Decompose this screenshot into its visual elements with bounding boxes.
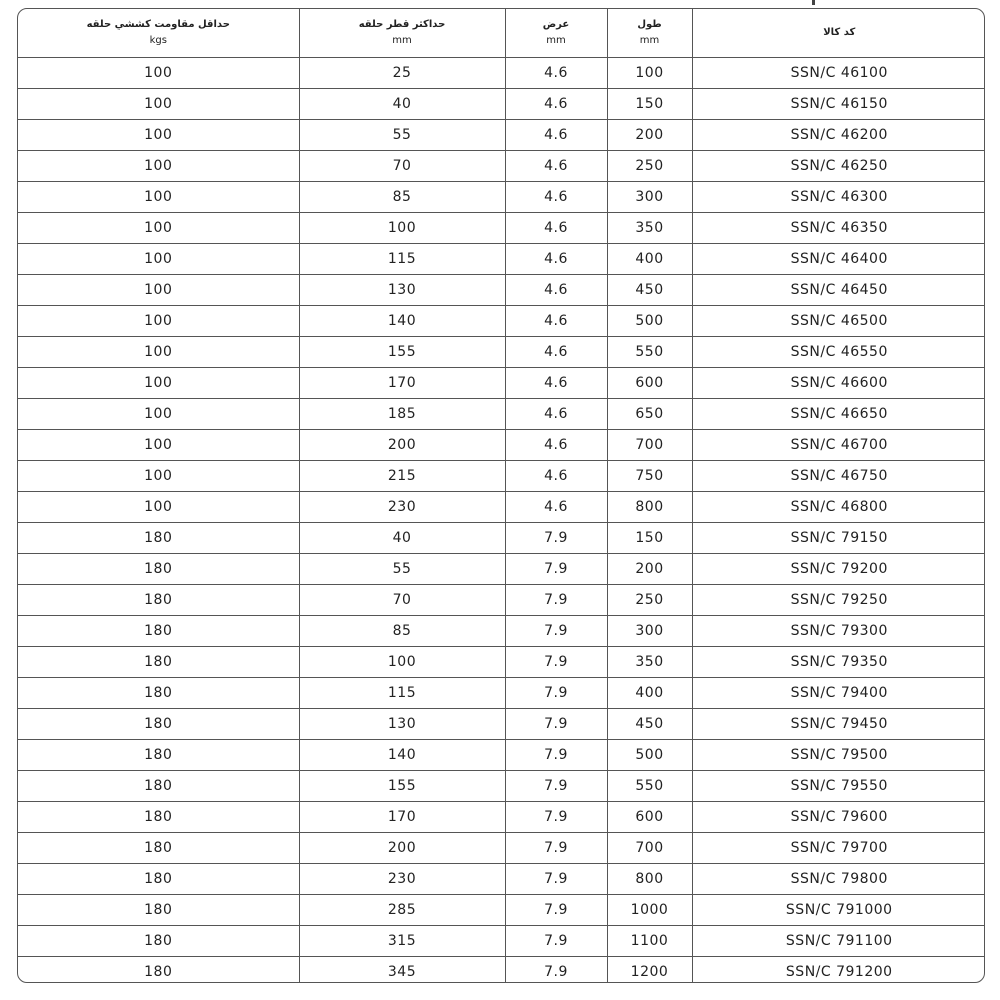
cell-min-strength: 100 bbox=[18, 150, 299, 181]
cell-length: 250 bbox=[607, 584, 692, 615]
cell-width: 4.6 bbox=[505, 150, 607, 181]
cell-min-strength: 100 bbox=[18, 243, 299, 274]
cell-width: 4.6 bbox=[505, 305, 607, 336]
table-row bbox=[18, 57, 985, 88]
table-row bbox=[18, 150, 985, 181]
header-length bbox=[607, 9, 692, 57]
cell-width: 7.9 bbox=[505, 739, 607, 770]
cell-min-strength: 100 bbox=[18, 212, 299, 243]
cell-length: 500 bbox=[607, 305, 692, 336]
cell-length: 750 bbox=[607, 460, 692, 491]
cell-code: SSN/C 46150 bbox=[692, 88, 985, 119]
cell-code: SSN/C 46700 bbox=[692, 429, 985, 460]
header-label: طول bbox=[637, 18, 662, 30]
cell-length: 800 bbox=[607, 863, 692, 894]
cell-code: SSN/C 46300 bbox=[692, 181, 985, 212]
cell-width: 7.9 bbox=[505, 646, 607, 677]
cell-min-strength: 100 bbox=[18, 88, 299, 119]
header-min-strength bbox=[18, 9, 299, 57]
cell-min-strength: 180 bbox=[18, 553, 299, 584]
cell-width: 4.6 bbox=[505, 491, 607, 522]
table-row bbox=[18, 925, 985, 956]
cell-code: SSN/C 79450 bbox=[692, 708, 985, 739]
cell-width: 7.9 bbox=[505, 677, 607, 708]
cell-max-diameter: 55 bbox=[299, 119, 505, 150]
cell-max-diameter: 55 bbox=[299, 553, 505, 584]
cell-width: 4.6 bbox=[505, 429, 607, 460]
cell-max-diameter: 100 bbox=[299, 646, 505, 677]
cell-max-diameter: 185 bbox=[299, 398, 505, 429]
header-max-diameter bbox=[299, 9, 505, 57]
cell-code: SSN/C 46600 bbox=[692, 367, 985, 398]
cell-length: 700 bbox=[607, 429, 692, 460]
header-unit: mm bbox=[546, 34, 566, 46]
table-row bbox=[18, 584, 985, 615]
cell-min-strength: 100 bbox=[18, 305, 299, 336]
cell-max-diameter: 170 bbox=[299, 801, 505, 832]
table-row bbox=[18, 801, 985, 832]
table-row bbox=[18, 460, 985, 491]
table-row bbox=[18, 491, 985, 522]
cell-code: SSN/C 791000 bbox=[692, 894, 985, 925]
cell-max-diameter: 285 bbox=[299, 894, 505, 925]
cell-max-diameter: 200 bbox=[299, 429, 505, 460]
table-row bbox=[18, 243, 985, 274]
cell-code: SSN/C 46750 bbox=[692, 460, 985, 491]
cell-length: 150 bbox=[607, 88, 692, 119]
cell-max-diameter: 25 bbox=[299, 57, 505, 88]
cell-code: SSN/C 46250 bbox=[692, 150, 985, 181]
cell-length: 1100 bbox=[607, 925, 692, 956]
header-unit: kgs bbox=[149, 34, 167, 46]
cell-code: SSN/C 46400 bbox=[692, 243, 985, 274]
cell-length: 400 bbox=[607, 677, 692, 708]
cell-code: SSN/C 79500 bbox=[692, 739, 985, 770]
cell-length: 150 bbox=[607, 522, 692, 553]
cell-code: SSN/C 46800 bbox=[692, 491, 985, 522]
cell-width: 7.9 bbox=[505, 832, 607, 863]
table-row bbox=[18, 739, 985, 770]
table-row bbox=[18, 770, 985, 801]
cell-code: SSN/C 46450 bbox=[692, 274, 985, 305]
cell-width: 4.6 bbox=[505, 119, 607, 150]
cell-width: 4.6 bbox=[505, 57, 607, 88]
cell-length: 200 bbox=[607, 553, 692, 584]
cell-min-strength: 180 bbox=[18, 863, 299, 894]
table-row bbox=[18, 894, 985, 925]
cell-min-strength: 100 bbox=[18, 460, 299, 491]
cell-max-diameter: 215 bbox=[299, 460, 505, 491]
cell-width: 7.9 bbox=[505, 956, 607, 983]
cell-max-diameter: 115 bbox=[299, 677, 505, 708]
cell-code: SSN/C 79800 bbox=[692, 863, 985, 894]
cell-min-strength: 100 bbox=[18, 429, 299, 460]
cell-max-diameter: 70 bbox=[299, 150, 505, 181]
cell-min-strength: 100 bbox=[18, 274, 299, 305]
cell-max-diameter: 170 bbox=[299, 367, 505, 398]
cell-min-strength: 180 bbox=[18, 522, 299, 553]
header-code bbox=[692, 9, 985, 57]
cell-max-diameter: 345 bbox=[299, 956, 505, 983]
cell-length: 400 bbox=[607, 243, 692, 274]
cell-min-strength: 100 bbox=[18, 398, 299, 429]
cell-max-diameter: 130 bbox=[299, 708, 505, 739]
cell-min-strength: 180 bbox=[18, 956, 299, 983]
cell-code: SSN/C 46100 bbox=[692, 57, 985, 88]
table-body bbox=[18, 57, 985, 983]
cell-length: 500 bbox=[607, 739, 692, 770]
cell-length: 1000 bbox=[607, 894, 692, 925]
table-row bbox=[18, 553, 985, 584]
cell-min-strength: 180 bbox=[18, 584, 299, 615]
cell-code: SSN/C 79350 bbox=[692, 646, 985, 677]
cell-code: SSN/C 791100 bbox=[692, 925, 985, 956]
cell-max-diameter: 40 bbox=[299, 522, 505, 553]
cell-max-diameter: 155 bbox=[299, 336, 505, 367]
cell-width: 7.9 bbox=[505, 584, 607, 615]
cell-code: SSN/C 791200 bbox=[692, 956, 985, 983]
cell-max-diameter: 155 bbox=[299, 770, 505, 801]
cell-code: SSN/C 46500 bbox=[692, 305, 985, 336]
cell-length: 100 bbox=[607, 57, 692, 88]
cell-max-diameter: 230 bbox=[299, 491, 505, 522]
cell-width: 4.6 bbox=[505, 336, 607, 367]
cell-min-strength: 180 bbox=[18, 801, 299, 832]
cell-min-strength: 180 bbox=[18, 708, 299, 739]
cell-code: SSN/C 79250 bbox=[692, 584, 985, 615]
cell-code: SSN/C 46200 bbox=[692, 119, 985, 150]
header-unit: mm bbox=[639, 34, 660, 46]
cell-length: 200 bbox=[607, 119, 692, 150]
header-label: حداكثر قطر حلقه bbox=[358, 18, 446, 30]
table-row bbox=[18, 88, 985, 119]
header-width bbox=[505, 9, 607, 57]
table-row bbox=[18, 336, 985, 367]
cell-max-diameter: 130 bbox=[299, 274, 505, 305]
table-row bbox=[18, 677, 985, 708]
cell-width: 7.9 bbox=[505, 615, 607, 646]
table-row bbox=[18, 274, 985, 305]
cell-length: 1200 bbox=[607, 956, 692, 983]
cell-length: 700 bbox=[607, 832, 692, 863]
table-row bbox=[18, 615, 985, 646]
table-row bbox=[18, 212, 985, 243]
cell-min-strength: 180 bbox=[18, 770, 299, 801]
cell-min-strength: 180 bbox=[18, 677, 299, 708]
table-row bbox=[18, 305, 985, 336]
table-row bbox=[18, 708, 985, 739]
table-row bbox=[18, 429, 985, 460]
header-label: عرض bbox=[542, 18, 570, 30]
table-row bbox=[18, 367, 985, 398]
cell-length: 600 bbox=[607, 801, 692, 832]
cell-length: 600 bbox=[607, 367, 692, 398]
cell-max-diameter: 230 bbox=[299, 863, 505, 894]
cell-length: 250 bbox=[607, 150, 692, 181]
cell-max-diameter: 40 bbox=[299, 88, 505, 119]
cell-max-diameter: 140 bbox=[299, 739, 505, 770]
cell-width: 4.6 bbox=[505, 181, 607, 212]
top-edge-mark bbox=[812, 0, 815, 5]
cell-width: 7.9 bbox=[505, 553, 607, 584]
cell-min-strength: 180 bbox=[18, 646, 299, 677]
cell-max-diameter: 85 bbox=[299, 181, 505, 212]
spec-table-frame bbox=[17, 8, 985, 983]
cell-max-diameter: 315 bbox=[299, 925, 505, 956]
cell-width: 4.6 bbox=[505, 398, 607, 429]
cell-code: SSN/C 79700 bbox=[692, 832, 985, 863]
cell-width: 7.9 bbox=[505, 925, 607, 956]
cell-min-strength: 180 bbox=[18, 832, 299, 863]
table-row bbox=[18, 181, 985, 212]
cell-width: 4.6 bbox=[505, 274, 607, 305]
header-label: حداقل مقاومت کششي حلقه bbox=[86, 18, 230, 30]
cell-length: 800 bbox=[607, 491, 692, 522]
cell-length: 550 bbox=[607, 770, 692, 801]
cell-width: 7.9 bbox=[505, 522, 607, 553]
cell-length: 450 bbox=[607, 708, 692, 739]
cell-length: 650 bbox=[607, 398, 692, 429]
cell-code: SSN/C 79550 bbox=[692, 770, 985, 801]
header-unit: mm bbox=[392, 34, 412, 46]
cell-code: SSN/C 79300 bbox=[692, 615, 985, 646]
cell-min-strength: 180 bbox=[18, 894, 299, 925]
table-row bbox=[18, 863, 985, 894]
cell-max-diameter: 70 bbox=[299, 584, 505, 615]
cell-width: 7.9 bbox=[505, 708, 607, 739]
cell-max-diameter: 200 bbox=[299, 832, 505, 863]
cell-length: 550 bbox=[607, 336, 692, 367]
cell-width: 4.6 bbox=[505, 88, 607, 119]
cell-length: 450 bbox=[607, 274, 692, 305]
cell-length: 300 bbox=[607, 615, 692, 646]
cell-width: 4.6 bbox=[505, 212, 607, 243]
table-row bbox=[18, 119, 985, 150]
cell-min-strength: 100 bbox=[18, 491, 299, 522]
cell-min-strength: 100 bbox=[18, 181, 299, 212]
cell-length: 350 bbox=[607, 212, 692, 243]
cell-code: SSN/C 46350 bbox=[692, 212, 985, 243]
table-row bbox=[18, 522, 985, 553]
cell-max-diameter: 115 bbox=[299, 243, 505, 274]
cell-width: 4.6 bbox=[505, 367, 607, 398]
cell-width: 7.9 bbox=[505, 770, 607, 801]
cell-width: 4.6 bbox=[505, 460, 607, 491]
cell-max-diameter: 85 bbox=[299, 615, 505, 646]
table-row bbox=[18, 956, 985, 983]
header-label: کد کالا bbox=[823, 26, 856, 38]
cell-code: SSN/C 79600 bbox=[692, 801, 985, 832]
cell-length: 350 bbox=[607, 646, 692, 677]
cell-width: 7.9 bbox=[505, 801, 607, 832]
cell-width: 4.6 bbox=[505, 243, 607, 274]
cell-max-diameter: 100 bbox=[299, 212, 505, 243]
cell-min-strength: 180 bbox=[18, 615, 299, 646]
cell-min-strength: 100 bbox=[18, 119, 299, 150]
cell-code: SSN/C 79400 bbox=[692, 677, 985, 708]
cell-code: SSN/C 79150 bbox=[692, 522, 985, 553]
cell-min-strength: 100 bbox=[18, 336, 299, 367]
cell-code: SSN/C 79200 bbox=[692, 553, 985, 584]
table-row bbox=[18, 398, 985, 429]
cell-min-strength: 180 bbox=[18, 925, 299, 956]
cell-code: SSN/C 46650 bbox=[692, 398, 985, 429]
cell-min-strength: 100 bbox=[18, 367, 299, 398]
table-header-row bbox=[18, 9, 985, 57]
cable-tie-spec-table bbox=[18, 9, 985, 983]
cell-length: 300 bbox=[607, 181, 692, 212]
cell-width: 7.9 bbox=[505, 894, 607, 925]
cell-min-strength: 100 bbox=[18, 57, 299, 88]
table-row bbox=[18, 646, 985, 677]
cell-max-diameter: 140 bbox=[299, 305, 505, 336]
table-row bbox=[18, 832, 985, 863]
cell-width: 7.9 bbox=[505, 863, 607, 894]
cell-code: SSN/C 46550 bbox=[692, 336, 985, 367]
cell-min-strength: 180 bbox=[18, 739, 299, 770]
